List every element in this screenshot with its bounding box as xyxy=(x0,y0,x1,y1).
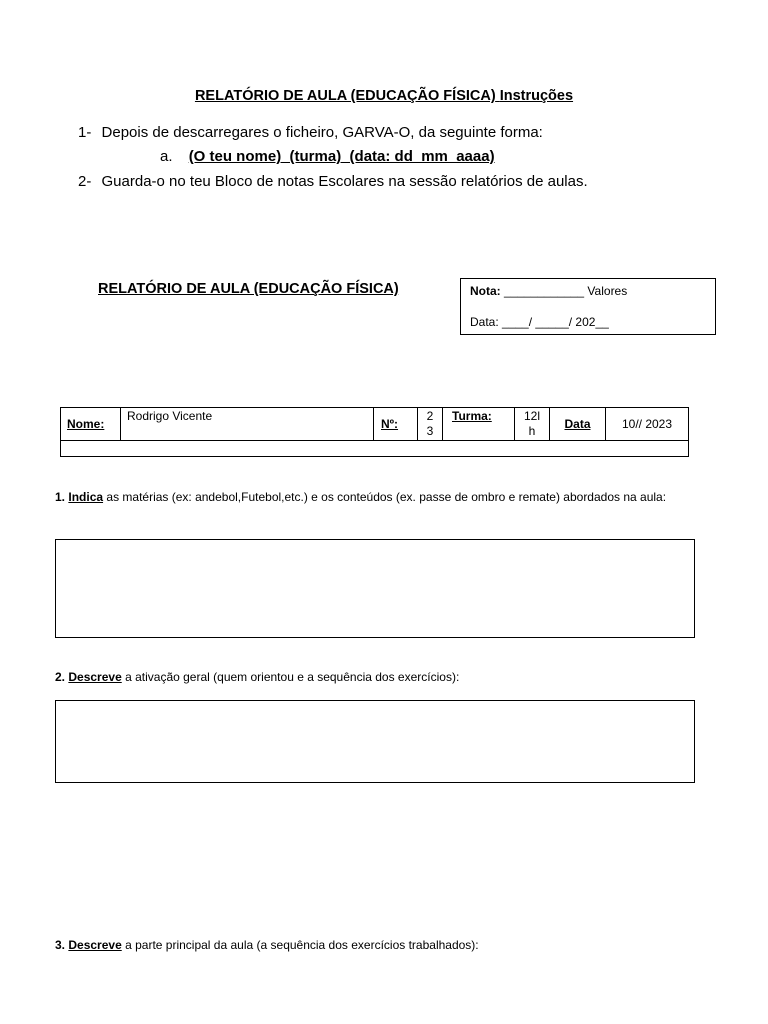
instruction-item-1 xyxy=(78,124,543,141)
instructions-title xyxy=(0,88,768,104)
class-label: Turma: xyxy=(452,409,492,423)
instruction-item-2 xyxy=(78,173,588,190)
instruction-text: Guarda-o no teu Bloco de notas Escolares na sessão relatórios de aulas. xyxy=(101,173,588,190)
question-2 xyxy=(55,667,695,687)
instruction-text: Depois de descarregares o ficheiro, GARVA-O, da seguinte forma: xyxy=(101,124,543,141)
grade-value[interactable]: ____________ Valores xyxy=(504,284,628,298)
report-title: RELATÓRIO DE AULA (EDUCAÇÃO FÍSICA) xyxy=(98,281,399,297)
student-info-row xyxy=(61,408,689,441)
question-number: 1. xyxy=(55,490,66,504)
student-info-empty-row xyxy=(61,441,689,457)
date-value[interactable]: 10// 2023 xyxy=(621,417,673,431)
grade-date-value[interactable]: ____/ _____/ 202__ xyxy=(502,315,609,329)
answer-box-2[interactable] xyxy=(55,700,695,783)
name-value[interactable]: Rodrigo Vicente xyxy=(127,409,213,423)
empty-cell xyxy=(61,441,689,457)
instruction-number: 2- xyxy=(78,173,92,190)
grade-row xyxy=(470,284,627,298)
question-verb: Descreve xyxy=(68,938,122,952)
answer-box-1[interactable] xyxy=(55,539,695,638)
instruction-text: (O teu nome)_(turma)_(data: dd_mm_aaaa) xyxy=(188,148,495,165)
question-verb: Indica xyxy=(68,490,104,504)
grade-date-row xyxy=(470,315,609,329)
question-1 xyxy=(55,487,695,507)
name-label: Nome: xyxy=(67,417,105,431)
question-number: 2. xyxy=(55,670,66,684)
question-text: as matérias (ex: andebol,Futebol,etc.) e os conteúdos (ex. passe de ombro e remate) abordados na aula: xyxy=(106,490,667,504)
number-value-line-2[interactable]: 3 xyxy=(426,424,434,438)
number-label-cell xyxy=(374,408,418,441)
instructions-title-main: RELATÓRIO DE AULA (EDUCAÇÃO FÍSICA) xyxy=(194,88,496,104)
instruction-number: a. xyxy=(160,148,173,165)
number-value-line-1[interactable]: 2 xyxy=(426,409,434,423)
name-label-cell xyxy=(61,408,121,441)
grade-date-label: Data: xyxy=(470,315,499,329)
instructions-title-suffix: Instruções xyxy=(499,88,574,104)
name-value-cell[interactable] xyxy=(121,408,374,441)
number-label: Nº: xyxy=(381,417,399,431)
student-info-table xyxy=(60,407,689,457)
question-3 xyxy=(55,935,695,955)
question-text: a ativação geral (quem orientou e a sequência dos exercícios): xyxy=(125,670,460,684)
class-value-line-1[interactable]: 12l xyxy=(523,409,540,423)
class-value-cell[interactable] xyxy=(515,408,550,441)
grade-box xyxy=(460,278,716,335)
question-number: 3. xyxy=(55,938,66,952)
instruction-number: 1- xyxy=(78,124,92,141)
question-verb: Descreve xyxy=(68,670,122,684)
date-value-cell[interactable] xyxy=(606,408,689,441)
number-value-cell[interactable] xyxy=(418,408,443,441)
instruction-subitem-a xyxy=(160,148,495,165)
date-label-cell xyxy=(550,408,606,441)
date-label: Data xyxy=(564,417,591,431)
class-value-line-2[interactable]: h xyxy=(528,424,536,438)
grade-label: Nota: xyxy=(470,284,501,298)
class-label-cell xyxy=(443,408,515,441)
question-text: a parte principal da aula (a sequência dos exercícios trabalhados): xyxy=(125,938,479,952)
